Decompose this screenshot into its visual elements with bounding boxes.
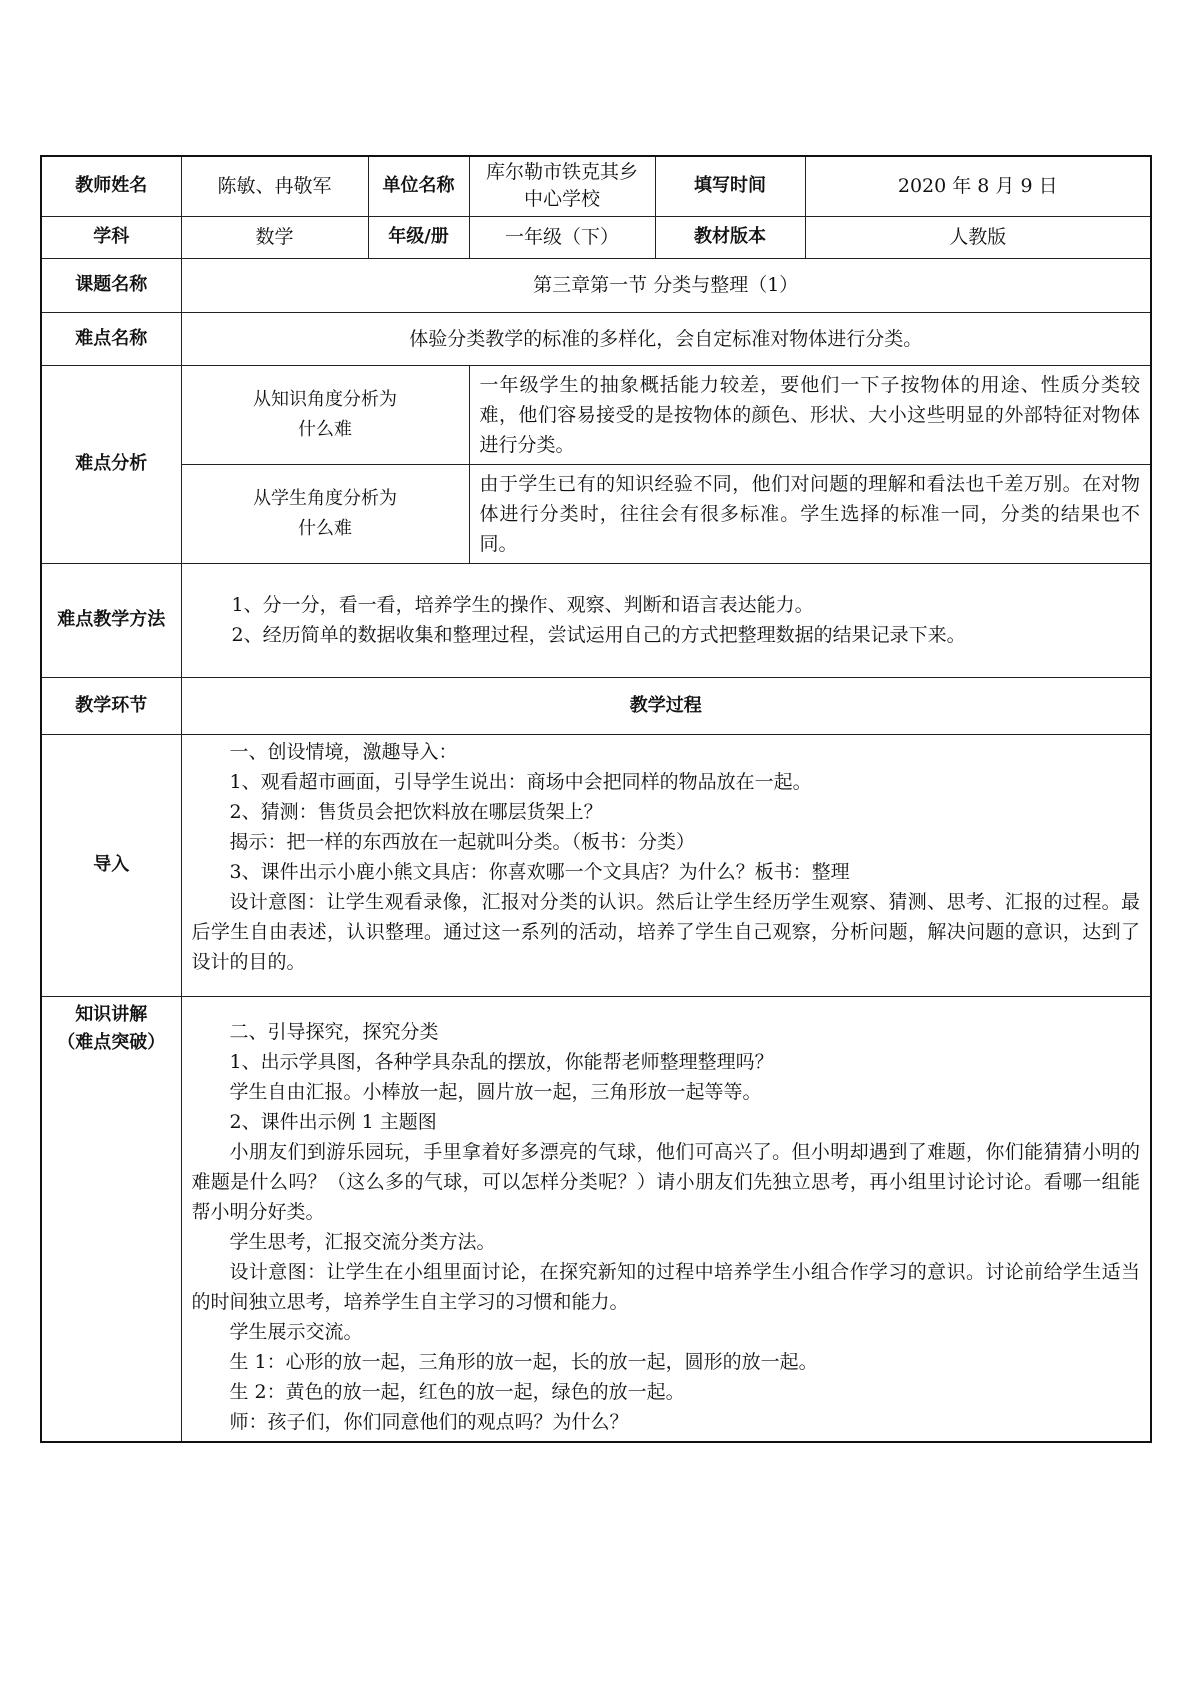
- knowledge-line-11: 师：孩子们，你们同意他们的观点吗？为什么？: [229, 1410, 629, 1433]
- intro-text: [181, 734, 1151, 996]
- teacher-label: 教师姓名: [41, 156, 181, 216]
- knowledge-angle-label-line2: 什么难: [298, 418, 352, 440]
- analysis-label: 难点分析: [41, 365, 181, 563]
- knowledge-line-4: 2、课件出示例 1 主题图: [229, 1110, 437, 1133]
- subject-label: 学科: [41, 216, 181, 258]
- unit-value-line2: 中心学校: [523, 188, 600, 211]
- topic-value: 第三章第一节 分类与整理（1）: [181, 258, 1151, 312]
- knowledge-line-6: 学生思考，汇报交流分类方法。: [229, 1230, 496, 1253]
- student-angle-label-line2: 什么难: [298, 517, 352, 539]
- knowledge-line-10: 生 2：黄色的放一起，红色的放一起，绿色的放一起。: [229, 1380, 685, 1403]
- intro-line-3: 2、猜测：售货员会把饮料放在哪层货架上？: [229, 800, 603, 823]
- intro-row: [41, 734, 1151, 996]
- intro-line-6: 设计意图：让学生观看录像，汇报对分类的认识。然后让学生经历学生观察、猜测、思考、汇报的过程。最后学生自由表述，认识整理。通过这一系列的活动，培养了学生自己观察，分析问题，解决问题的意识，达到了设计的目的。: [191, 890, 1140, 973]
- topic-label: 课题名称: [41, 258, 181, 312]
- lesson-plan-table: [40, 155, 1152, 1443]
- analysis-row-knowledge: [41, 365, 1151, 464]
- intro-line-5: 3、课件出示小鹿小熊文具店：你喜欢哪一个文具店？为什么？板书：整理: [229, 860, 850, 883]
- intro-line-1: 一、创设情境，激趣导入：: [229, 740, 458, 763]
- knowledge-line-2: 1、出示学具图，各种学具杂乱的摆放，你能帮老师整理整理吗？: [229, 1050, 774, 1073]
- knowledge-text: [181, 996, 1151, 1442]
- knowledge-row: [41, 996, 1151, 1442]
- knowledge-label: [41, 996, 181, 1442]
- edition-label: 教材版本: [655, 216, 805, 258]
- lesson-plan-page: [40, 155, 1150, 1443]
- unit-label: 单位名称: [368, 156, 469, 216]
- header-row-1: [41, 156, 1151, 216]
- knowledge-label-line2: （难点突破）: [57, 1031, 166, 1053]
- topic-row: [41, 258, 1151, 312]
- method-line-2: 2、经历简单的数据收集和整理过程，尝试运用自己的方式把整理数据的结果记录下来。: [231, 624, 966, 646]
- knowledge-angle-text: 一年级学生的抽象概括能力较差，要他们一下子按物体的用途、性质分类较难，他们容易接受的是按物体的颜色、形状、大小这些明显的外部特征对物体进行分类。: [469, 365, 1151, 464]
- stage-label: 教学环节: [41, 677, 181, 734]
- subject-value: 数学: [181, 216, 368, 258]
- knowledge-angle-label: [181, 365, 469, 464]
- header-row-2: [41, 216, 1151, 258]
- method-text: [181, 563, 1151, 677]
- teacher-value: 陈敏、冉敬军: [181, 156, 368, 216]
- intro-line-4: 揭示：把一样的东西放在一起就叫分类。（板书：分类）: [229, 830, 696, 853]
- intro-line-2: 1、观看超市画面，引导学生说出：商场中会把同样的物品放在一起。: [229, 770, 812, 793]
- knowledge-angle-label-line1: 从知识角度分析为: [253, 388, 397, 410]
- intro-label: 导入: [41, 734, 181, 996]
- knowledge-label-line1: 知识讲解: [75, 1003, 148, 1025]
- knowledge-line-1: 二、引导探究，探究分类: [229, 1020, 439, 1043]
- method-row: [41, 563, 1151, 677]
- knowledge-line-8: 学生展示交流。: [229, 1320, 363, 1343]
- difficulty-value: 体验分类教学的标准的多样化，会自定标准对物体进行分类。: [181, 312, 1151, 365]
- student-angle-label-line1: 从学生角度分析为: [253, 487, 397, 509]
- student-angle-label: [181, 464, 469, 563]
- knowledge-line-7: 设计意图：让学生在小组里面讨论，在探究新知的过程中培养学生小组合作学习的意识。讨论前给学生适当的时间独立思考，培养学生自主学习的习惯和能力。: [191, 1260, 1140, 1313]
- difficulty-label: 难点名称: [41, 312, 181, 365]
- unit-value: [469, 156, 655, 216]
- process-label: 教学过程: [181, 677, 1151, 734]
- student-angle-text: 由于学生已有的知识经验不同，他们对问题的理解和看法也千差万别。在对物体进行分类时，往往会有很多标准。学生选择的标准一同，分类的结果也不同。: [469, 464, 1151, 563]
- knowledge-line-3: 学生自由汇报。小棒放一起，圆片放一起，三角形放一起等等。: [229, 1080, 762, 1103]
- knowledge-line-9: 生 1：心形的放一起，三角形的放一起，长的放一起，圆形的放一起。: [229, 1350, 818, 1373]
- date-label: 填写时间: [655, 156, 805, 216]
- edition-value: 人教版: [805, 216, 1151, 258]
- method-line-1: 1、分一分，看一看，培养学生的操作、观察、判断和语言表达能力。: [231, 594, 814, 616]
- grade-value: 一年级（下）: [469, 216, 655, 258]
- knowledge-line-5: 小朋友们到游乐园玩，手里拿着好多漂亮的气球，他们可高兴了。但小明却遇到了难题，你们能猜猜小明的难题是什么吗？（这么多的气球，可以怎样分类呢？）请小朋友们先独立思考，再小组里讨论讨论。看哪一组能帮小明分好类。: [191, 1140, 1140, 1223]
- grade-label: 年级/册: [368, 216, 469, 258]
- difficulty-row: [41, 312, 1151, 365]
- analysis-row-student: [41, 464, 1151, 563]
- method-label: 难点教学方法: [41, 563, 181, 677]
- process-header-row: [41, 677, 1151, 734]
- unit-value-line1: 库尔勒市铁克其乡: [485, 161, 638, 184]
- date-value: 2020 年 8 月 9 日: [805, 156, 1151, 216]
